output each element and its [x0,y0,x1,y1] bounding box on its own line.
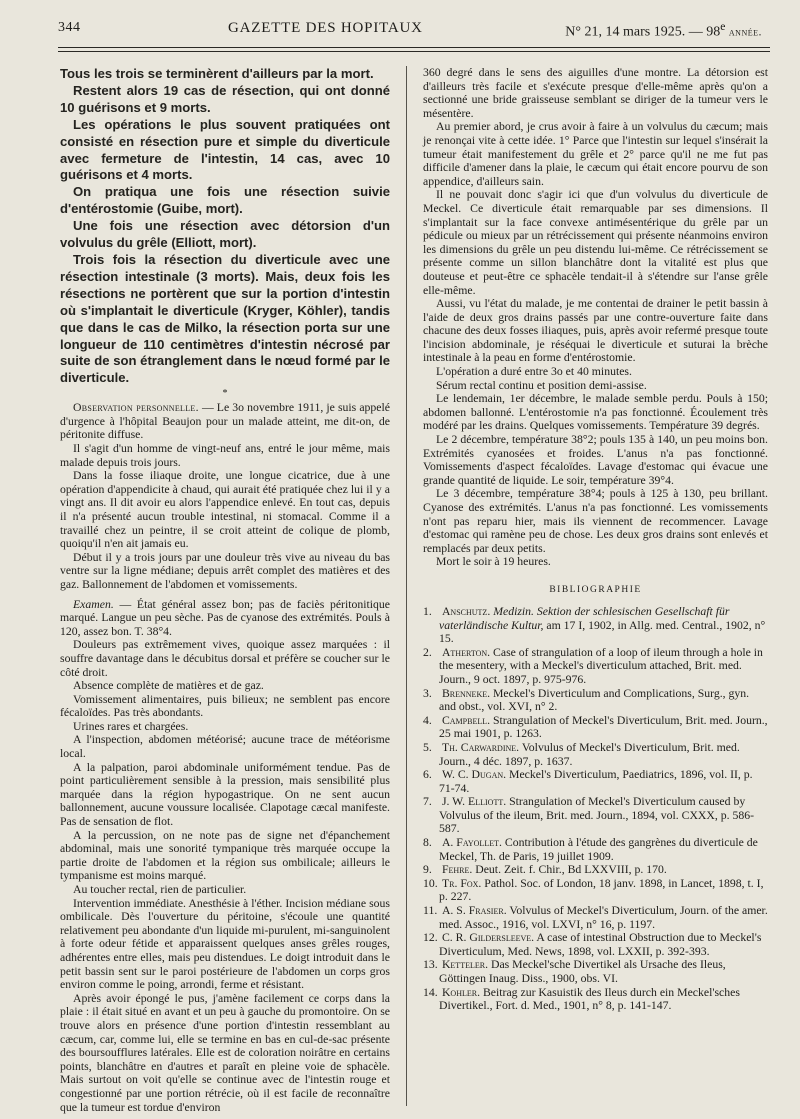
reference-details: Volvulus of Meckel's Diverticulum, Journ. of the amer. med. Assoc., 1916, vol. LXVI, n° 16, p. 1197. [439,904,768,931]
reference-author: Brenneke. [441,686,491,700]
body-paragraph: 360 degré dans le sens des aiguilles d'une montre. La détorsion est d'ailleurs très facile et s'exécute presque d'elle-même après qu'on a sectionné une bride graisseuse semblant se diriger de la tumeur vers le mésentère. [423,66,768,120]
page-header [58,14,770,46]
reference-details: Das Meckel'sche Divertikel als Ursache des Ileus, Göttingen Inaug. Diss., 1900, obs. VI. [439,958,726,985]
bibliography-heading: BIBLIOGRAPHIE [549,584,642,595]
exam-text: — État général assez bon; pas de faciès péritonitique marqué. Langue un peu sèche. Pas de cyanose des extrémités. Pouls à 120, assez bon. T. 38°4. [60,597,390,638]
bibliography-entry [423,605,768,646]
body-paragraph: L'opération a duré entre 3o et 40 minutes. [436,365,632,379]
body-paragraph: Après avoir épongé le pus, j'amène facilement ce corps dans la plaie : il était situé en avant et un peu à gauche du promontoire. On se trouve alors en présence d'une portion d'intestin ressemblant au cæcum, car, comme lui, elle se termine en bas en cul-de-sac présente des boursoufflures latérales. Elle est de coloration noirâtre en certains points, blanchâtre en d'autres et paraît en pleine voie de sphacèle. Mais surtout on voit qu'elle se continue avec de l'intestin rouge et congestionné par une portion rétrécie, où il est facile de reconnaître que la tumeur est tordue d'environ [60,991,390,1114]
reference-number: 11. [423,904,438,918]
exam-paragraph [60,598,390,639]
reference-author: Kohler. [441,985,481,999]
right-column [423,66,768,1013]
journal-title: GAZETTE DES HOPITAUX [228,20,423,36]
reference-author: Atherton. [441,645,491,659]
body-paragraph: Dans la fosse iliaque droite, une longue cicatrice, due à une opération d'appendicite à chaud, qui aurait été pratiquée chez lui il y a vingt ans. Il dit avoir eu alors l'appendice enlevé. En tout cas, depuis il n'a présenté aucun trouble intestinal, ni stomacal. Comme il a travaillé chez un peintre, il se croit atteint de colique de plomb, quoiqu'il n'en ait jamais eu. [60,469,390,551]
bibliography-entry [423,863,768,877]
body-paragraph: Douleurs pas extrêmement vives, quoique assez marquées : il souffre davantage dans le décubitus dorsal et préfère se coucher sur le côté droit. [60,638,390,679]
body-paragraph: Sérum rectal continu et position demi-assise. [436,378,647,392]
reference-number: 8. [423,836,432,850]
reference-details: am 17 I, 1902, in Allg. med. Central., 1902, n° 15. [439,618,766,646]
body-paragraph: Le 2 décembre, température 38°2; pouls 135 à 140, un peu moins bon. Extrémités cyanosées et froides. L'anus n'a pas fonctionné. Vomissements d'aspect fécaloïdes. Lavage d'estomac qui évacue une grande quantité de liquide. Le soir, température 39°4. [423,433,768,487]
reference-details: Meckel's Diverticulum, Paediatrics, 1896, vol. II, p. 71-74. [439,768,753,795]
reference-details: Contribution à l'étude des gangrènes du diverticule de Meckel, Th. de Paris, 19 juillet 1909. [439,836,758,863]
bibliography-entry [423,768,768,795]
bibliography-entry [423,986,768,1013]
bibliography-entry [423,877,768,904]
body-paragraph: A l'inspection, abdomen météorisé; aucune trace de météorisme local. [60,733,390,761]
summary-paragraph: Trois fois la résection du diverticule avec une résection intestinale (3 morts). Mais, deux fois les résections ne portèrent que sur la portion d'intestin où s'implantait le diverticule (Kryger, Köhler), tandis que dans le cas de Milko, la résection porta sur une longueur de 110 centimètres d'intestin nécrosé par suite de son étranglement dans le nœud formé par le diverticule. [60,251,390,386]
issue-sup: e [720,20,726,33]
summary-paragraph: Les opérations le plus souvent pratiquées ont consisté en résection pure et simple du diverticule avec fermeture de l'intestin, 14 cas, avec 10 guérisons et 4 morts. [60,116,390,183]
body-paragraph: Il ne pouvait donc s'agir ici que d'un volvulus du diverticule de Meckel. Ce diverticule était remarquable par ses dimensions. Il s'implantait sur la face convexe antimésentérique du grêle par un pédicule ou mieux par un rétrécissement qui présente néanmoins environ les dimensions du grêle un peu distendu lui-même. Ce rétrécissement se présente comme un sillon blanchâtre dont la vitalité est plus que douteuse et peut-être ce sphacèle tendait-il à s'étendre sur l'anse grêle elle-même. [423,188,768,297]
body-paragraph: Absence complète de matières et de gaz. [73,679,264,693]
bibliography-entry [423,931,768,958]
body-paragraph: Au premier abord, je crus avoir à faire à un volvulus du cæcum; mais je renonçai vite à cette idée. 1° Parce que l'intestin sur lequel s'insérait la tumeur était manifestement du grêle et 2° parce qu'il ne me fut pas difficile d'amener dans la plaie, le cæcum qui était encore pourvu de son appendice, d'ailleurs sain. [423,120,768,188]
reference-author: A. S. Frasier. [441,904,507,918]
body-paragraph: Vomissement alimentaires, puis bilieux; ne semblent pas encore fécaloïdes. Pas très abondants. [60,692,390,720]
reference-author: A. Fayollet. [441,836,502,850]
summary-paragraph: Restent alors 19 cas de résection, qui ont donné 10 guérisons et 9 morts. [60,82,390,115]
column-separator [406,66,407,1106]
reference-author: Ketteler. [441,958,489,972]
reference-details: Pathol. Soc. of London, 18 janv. 1898, in Lancet, 1898, t. I, p. 227. [439,876,764,904]
bibliography-entry [423,904,768,931]
reference-number: 4. [423,713,432,727]
observation-heading: Observation personnelle. [73,401,199,415]
page-number: 344 [58,20,81,35]
exam-label: Examen. [73,597,114,611]
bibliography-list [423,605,768,1013]
bibliography-entry [423,795,768,836]
reference-author: J. W. Elliott. [441,795,507,809]
body-paragraph: Le 3 décembre, température 38°4; pouls à 125 à 130, peu brillant. Cyanose des extrémités. L'anus n'a pas fonctionné. Les vomissements n'ont pas reparu hier, mais ils viennent de recommencer. Lavage d'estomac qui ramène peu de chose. Les deux gros drains sont enlevés et remplacés par deux petits. [423,487,768,555]
bibliography-entry [423,714,768,741]
reference-details: Volvulus of Meckel's Diverticulum, Brit. med. Journ., 4 déc. 1897, p. 1637. [439,740,740,768]
body-paragraph: Le lendemain, 1er décembre, le malade semble perdu. Pouls à 150; abdomen ballonné. L'entérostomie n'a pas fonctionné. Écoulement très modéré par les drains. Quelques vomissements. Température 39 degrés. [423,392,768,433]
body-paragraph: Urines rares et chargées. [73,719,189,733]
reference-details: Case of strangulation of a loop of ileum through a hole in the mesentery, with a Meckel's diverticulum attached, Brit. med. Journ., 9 oct. 1897, p. 975-976. [439,645,763,686]
left-column [60,66,390,1114]
section-separator-star: * [222,388,228,400]
reference-details: Deut. Zeit. f. Chir., Bd LXXVIII, p. 170. [472,863,667,877]
reference-number: 2. [423,645,432,659]
observation-intro [60,401,390,442]
reference-number: 1. [423,604,432,618]
reference-author: C. R. Gildersleeve. [441,931,535,945]
reference-number: 6. [423,768,432,782]
reference-number: 13. [423,958,438,972]
reference-number: 14. [423,985,438,999]
reference-title: Medizin. Sektion der schlesischen Gesellschaft für vaterländische Kultur, [439,604,730,632]
reference-details: Strangulation of Meckel's Diverticulum, Brit. med. Journ., 25 mai 1901, p. 1263. [439,713,768,741]
reference-author: Campbell. [441,713,491,727]
reference-author: W. C. Dugan. [441,768,507,782]
summary-paragraph: Une fois une résection avec détorsion d'un volvulus du grêle (Elliott, mort). [60,218,390,251]
body-paragraph: Début il y a trois jours par une douleur très vive au niveau du bas ventre sur la ligne médiane; depuis arrêt complet des matières et des gaz. Ballonnement de l'abdomen et vomissements. [60,550,390,591]
reference-number: 7. [423,795,432,809]
summary-paragraph: Tous les trois se terminèrent d'ailleurs par la mort. [60,66,374,81]
body-paragraph: Il s'agit d'un homme de vingt-neuf ans, entré le jour même, mais malade depuis trois jours. [60,442,390,469]
reference-details: A case of intestinal Obstruction due to Meckel's Diverticulum, Med. News, 1898, vol. LXXII, p. 392-393. [439,931,762,958]
reference-details: Meckel's Diverticulum and Complications, Surg., gyn. and obst., vol. XVI, n° 2. [439,686,750,714]
bibliography-entry [423,646,768,687]
issue-number: N° 21, 14 mars 1925. — 98 [565,24,721,40]
issue-info [565,20,762,41]
reference-number: 12. [423,931,438,945]
body-paragraph: Mort le soir à 19 heures. [436,555,551,569]
reference-author: Fehre. [441,863,473,877]
reference-author: Tr. Fox. [441,876,482,890]
bibliography-entry [423,958,768,985]
reference-author: Th. Carwardine. [441,740,520,754]
reference-author: Anschutz. [441,604,491,618]
header-rule-top [58,47,770,48]
summary-paragraph: On pratiqua une fois une résection suivie d'entérostomie (Guibe, mort). [60,184,390,217]
body-paragraph: A la percussion, on ne note pas de signe net d'épanchement abdominal, mais une sonorité tympanique très marquée occupe la partie droite de l'abdomen et la région sus ombilicale; ailleurs le tympanisme est moins marqué. [60,828,390,883]
body-paragraph: Intervention immédiate. Anesthésie à l'éther. Incision médiane sous ombilicale. Dès l'ouverture du péritoine, s'écoule une quantité relativement peu abondante d'un liquide mi-purulent, mi-sanguinolent à forte odeur fétide et apparaissent quelques anses grêles rouges, adhérentes entre elles, mais peu distendues. Le doigt introduit dans le petit bassin sent sur le paroi postérieure de l'abdomen un corps gros environ comme le poing, arrondi, ferme et résistant. [60,896,390,992]
body-paragraph: Au toucher rectal, rien de particulier. [73,883,247,896]
observation-text: — Le 3o novembre 1911, je suis appelé d'urgence à l'hôpital Beaujon pour un malade atteint, me dit-on, de péritonite diffuse. [60,401,390,442]
body-paragraph: Aussi, vu l'état du malade, je me contentai de drainer le petit bassin à l'aide de deux gros drains passés par une contre-ouverture faite dans chacune des deux fosses iliaques, puis, après avoir refermé presque toute l'incision abdominale, je réséquai le diverticule et suturai la brèche intestinale à la peau en forme d'entérostomie. [423,297,768,365]
issue-year: année. [725,24,762,39]
bibliography-entry [423,741,768,768]
bibliography-entry [423,836,768,863]
reference-details: Beitrag zur Kasuistik des Ileus durch ein Meckel'sches Divertikel., Fort. d. Med., 1901, n° 8, p. 141-147. [439,985,740,1013]
reference-details: Strangulation of Meckel's Diverticulum caused by Volvulus of the ileum, Brit. med. Journ., 1894, vol. CXXX, p. 586-587. [439,795,755,836]
body-paragraph: A la palpation, paroi abdominale uniformément tendue. Pas de point particulièrement sensible à la pression, mais sensibilité plus marquée dans la région hypogastrique. On ne sent aucun ballonnement, aucune voussure localisée. Clapotage cæcal manifeste. Pas de sensation de flot. [60,760,390,829]
bibliography-entry [423,687,768,714]
reference-number: 9. [423,863,432,877]
reference-number: 5. [423,740,432,754]
header-rule-bottom [58,51,770,52]
reference-number: 3. [423,686,432,700]
reference-number: 10. [423,876,438,890]
